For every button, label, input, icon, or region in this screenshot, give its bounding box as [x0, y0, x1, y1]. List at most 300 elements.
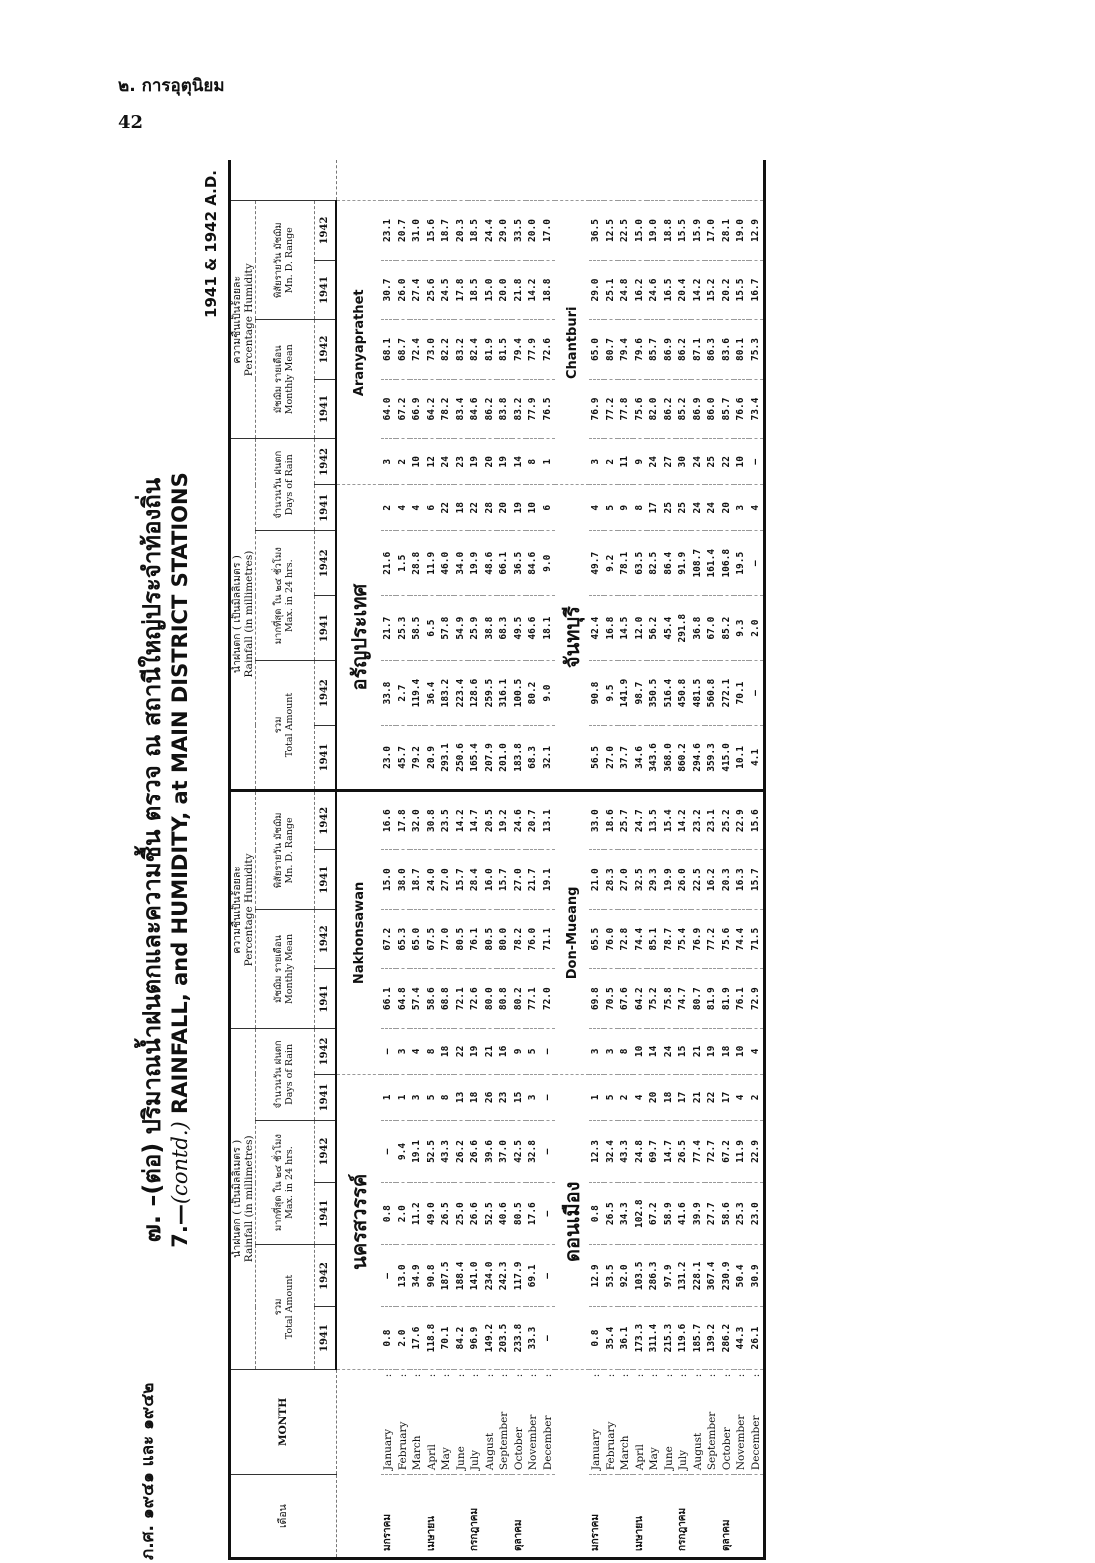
month-english-header: MONTH: [230, 1369, 337, 1474]
data-cell: 1: [541, 439, 556, 485]
data-cell: 77.9: [526, 320, 541, 380]
data-cell: 20.3: [454, 201, 469, 261]
data-cell: 25: [662, 485, 677, 531]
data-cell: 25.2: [720, 790, 735, 850]
data-cell: 16.0: [483, 850, 498, 910]
data-cell: 23: [454, 439, 469, 485]
data-cell: 97.9: [662, 1245, 677, 1307]
data-cell: 70.1: [734, 661, 749, 726]
month-english: [705, 1369, 720, 1474]
data-cell: 20.7: [526, 790, 541, 850]
data-cell: 141.9: [618, 661, 633, 726]
data-cell: 76.6: [734, 379, 749, 439]
data-cell: 27.0: [439, 850, 454, 910]
data-cell: 82.5: [647, 531, 662, 596]
data-cell: 259.5: [483, 661, 498, 726]
data-cell: 90.8: [425, 1245, 440, 1307]
data-cell: —: [749, 531, 765, 596]
data-cell: 8: [618, 1028, 633, 1074]
leader-dots: :: [541, 1373, 554, 1378]
data-cell: 28: [483, 485, 498, 531]
data-cell: 29.0: [589, 260, 604, 320]
data-cell: 3: [396, 1028, 411, 1074]
blank-cell: [691, 160, 706, 201]
data-cell: 83.2: [454, 320, 469, 380]
max-24hrs-header: [256, 531, 315, 661]
data-cell: 98.7: [633, 661, 648, 726]
header-english-text: Days of Rain: [284, 1043, 296, 1105]
data-cell: 84.2: [454, 1307, 469, 1369]
blank-cell: [336, 1369, 381, 1558]
data-cell: 38.0: [396, 850, 411, 910]
data-cell: 223.4: [454, 661, 469, 726]
data-cell: 11.2: [410, 1183, 425, 1245]
data-cell: 10: [633, 1028, 648, 1074]
data-cell: 14.2: [454, 790, 469, 850]
data-cell: 2: [381, 485, 396, 531]
data-cell: 77.9: [526, 379, 541, 439]
table-row: [633, 160, 648, 1559]
month-thai: [705, 1475, 720, 1559]
data-cell: —: [541, 1183, 556, 1245]
data-cell: 14.7: [468, 790, 483, 850]
leader-dots: :: [469, 1373, 482, 1378]
data-cell: 78.7: [662, 909, 677, 969]
data-cell: 18: [662, 1074, 677, 1120]
data-cell: 58.6: [720, 1183, 735, 1245]
data-cell: 131.2: [676, 1245, 691, 1307]
data-cell: 75.4: [676, 909, 691, 969]
data-cell: 5: [604, 1074, 619, 1120]
data-cell: 67.0: [705, 596, 720, 661]
header-thai-text: น้ำฝนตก ( เป็นมิลลิเมตร ): [231, 555, 243, 674]
data-cell: 12.9: [749, 201, 765, 261]
blank-cell: [734, 160, 749, 201]
blank-cell: [720, 160, 735, 201]
data-cell: 32.5: [633, 850, 648, 910]
title-english: 7.—(contd.) RAINFALL, and HUMIDITY, at MAIN DISTRICT STATIONS: [168, 472, 192, 1248]
leader-dots: :: [411, 1373, 424, 1378]
data-cell: 26.5: [604, 1183, 619, 1245]
data-cell: 103.5: [633, 1245, 648, 1307]
leader-dots: :: [454, 1373, 467, 1378]
data-cell: 3: [589, 1028, 604, 1074]
data-cell: 24: [662, 1028, 677, 1074]
data-cell: 81.9: [720, 969, 735, 1029]
data-cell: —: [381, 1120, 396, 1182]
data-cell: 188.4: [454, 1245, 469, 1307]
data-cell: 173.3: [633, 1307, 648, 1369]
data-cell: 139.2: [705, 1307, 720, 1369]
month-thai: เมษายน: [425, 1516, 437, 1551]
data-cell: 86.3: [705, 320, 720, 380]
year-1942-header: 1942: [315, 909, 337, 969]
data-cell: 22: [454, 1028, 469, 1074]
data-cell: 24.0: [425, 850, 440, 910]
data-cell: 24: [705, 485, 720, 531]
data-cell: 11.9: [734, 1120, 749, 1182]
leader-dots: :: [512, 1373, 525, 1378]
data-cell: 22.9: [734, 790, 749, 850]
data-cell: 368.0: [662, 726, 677, 791]
data-cell: 14.2: [526, 260, 541, 320]
blank-cell: [439, 160, 454, 201]
year-1941-header: 1941: [315, 1183, 337, 1245]
data-cell: 183.2: [439, 661, 454, 726]
data-cell: 16: [497, 1028, 512, 1074]
year-1942-header: 1942: [315, 790, 337, 850]
data-cell: —: [541, 1074, 556, 1120]
data-cell: 66.1: [381, 969, 396, 1029]
month-english: [720, 1369, 735, 1474]
data-cell: 67.2: [647, 1183, 662, 1245]
blank-cell: [454, 160, 469, 201]
data-cell: 17: [647, 485, 662, 531]
data-cell: 15.7: [497, 850, 512, 910]
leader-dots: :: [691, 1373, 704, 1378]
data-cell: 32.1: [541, 726, 556, 791]
data-cell: 19.1: [541, 850, 556, 910]
data-cell: 34.6: [633, 726, 648, 791]
data-cell: 83.8: [497, 379, 512, 439]
data-cell: 20.0: [497, 260, 512, 320]
data-cell: 9: [633, 439, 648, 485]
data-cell: 3: [604, 1028, 619, 1074]
data-cell: 40.6: [497, 1183, 512, 1245]
data-cell: 45.4: [662, 596, 677, 661]
header-thai-text: เดือน: [277, 1504, 290, 1529]
header-thai-text: จำนวนวัน ฝนตก: [273, 450, 285, 519]
data-cell: 78.1: [618, 531, 633, 596]
data-cell: 25.1: [604, 260, 619, 320]
data-cell: 35.4: [604, 1307, 619, 1369]
data-cell: 4: [396, 485, 411, 531]
years-label: 1941 & 1942 A.D.: [202, 170, 220, 318]
month-thai: [541, 1475, 556, 1559]
data-cell: 16.2: [633, 260, 648, 320]
data-cell: 128.6: [468, 661, 483, 726]
data-cell: 9: [512, 1028, 527, 1074]
data-cell: 86.9: [662, 320, 677, 380]
data-cell: 1: [396, 1074, 411, 1120]
data-cell: 30.7: [381, 260, 396, 320]
data-cell: 15.5: [734, 260, 749, 320]
data-cell: 22: [705, 1074, 720, 1120]
data-cell: 20.5: [483, 790, 498, 850]
data-cell: 10: [526, 485, 541, 531]
data-cell: 74.4: [633, 909, 648, 969]
data-cell: 26.0: [676, 850, 691, 910]
data-cell: 28.3: [604, 850, 619, 910]
station-name-english: Don-Mueang: [555, 790, 589, 1074]
month-english: [647, 1369, 662, 1474]
month-label: July: [469, 1449, 482, 1471]
data-cell: 70.1: [439, 1307, 454, 1369]
year-1941-header: 1941: [315, 726, 337, 791]
month-label: October: [512, 1427, 525, 1471]
data-cell: 16.6: [381, 790, 396, 850]
data-cell: 86.2: [483, 379, 498, 439]
data-cell: 63.5: [633, 531, 648, 596]
data-cell: 17.6: [526, 1183, 541, 1245]
month-label: February: [396, 1421, 409, 1471]
table-row: [676, 160, 691, 1559]
data-cell: 21: [691, 1074, 706, 1120]
data-cell: 21.7: [381, 596, 396, 661]
month-label: July: [677, 1449, 690, 1471]
data-cell: 75.3: [749, 320, 765, 380]
data-cell: 80.5: [483, 909, 498, 969]
data-cell: 26.5: [676, 1120, 691, 1182]
data-cell: 2: [749, 1074, 765, 1120]
data-cell: 25: [705, 439, 720, 485]
data-cell: 25.0: [454, 1183, 469, 1245]
table-row: [618, 160, 633, 1559]
blank-cell: [676, 160, 691, 201]
data-cell: 76.9: [691, 909, 706, 969]
data-cell: 79.4: [618, 320, 633, 380]
data-cell: 11: [618, 439, 633, 485]
data-cell: 64.2: [425, 379, 440, 439]
data-cell: 242.3: [497, 1245, 512, 1307]
data-cell: 52.5: [425, 1120, 440, 1182]
data-cell: 85.7: [720, 379, 735, 439]
data-cell: 43.3: [439, 1120, 454, 1182]
data-cell: 74.4: [734, 909, 749, 969]
table-row: [439, 160, 454, 1559]
data-cell: 72.8: [618, 909, 633, 969]
data-cell: 11.9: [425, 531, 440, 596]
data-cell: 3: [589, 439, 604, 485]
data-cell: 28.1: [720, 201, 735, 261]
data-cell: 80.5: [454, 909, 469, 969]
data-cell: 69.7: [647, 1120, 662, 1182]
data-cell: 80.7: [691, 969, 706, 1029]
data-cell: 234.0: [483, 1245, 498, 1307]
header-english-text: Max. in 24 hrs.: [284, 1146, 296, 1219]
data-cell: 84.6: [468, 379, 483, 439]
data-cell: 75.6: [720, 909, 735, 969]
month-label: June: [454, 1446, 467, 1471]
data-cell: 13: [454, 1074, 469, 1120]
data-cell: 15.0: [381, 850, 396, 910]
data-cell: —: [541, 1028, 556, 1074]
data-cell: 15.2: [705, 260, 720, 320]
year-1941-header: 1941: [315, 485, 337, 531]
station-name-english: Chantburi: [555, 201, 589, 485]
data-cell: 2.0: [396, 1183, 411, 1245]
data-cell: 13.0: [396, 1245, 411, 1307]
month-english: [483, 1369, 498, 1474]
data-cell: 161.4: [705, 531, 720, 596]
data-cell: 76.0: [526, 909, 541, 969]
data-cell: 15.7: [454, 850, 469, 910]
data-cell: 25.3: [396, 596, 411, 661]
month-thai: ตุลาคม: [720, 1519, 732, 1551]
data-cell: 23.2: [691, 790, 706, 850]
data-cell: 286.3: [647, 1245, 662, 1307]
month-english: [526, 1369, 541, 1474]
month-thai: [410, 1475, 425, 1559]
leader-dots: :: [604, 1373, 617, 1378]
thai-date-label: ภ.ศ. ๑๙๔๑ และ ๑๙๔๒: [138, 1382, 158, 1560]
header-english-text: Percentage Humidity: [243, 263, 256, 377]
data-cell: 12.3: [589, 1120, 604, 1182]
leader-dots: :: [662, 1373, 675, 1378]
data-cell: 49.0: [425, 1183, 440, 1245]
data-cell: 67.2: [381, 909, 396, 969]
table-row: [381, 160, 396, 1559]
data-cell: 65.5: [589, 909, 604, 969]
data-cell: 8: [633, 485, 648, 531]
data-cell: 18.7: [410, 850, 425, 910]
data-cell: 27.4: [410, 260, 425, 320]
month-label: April: [425, 1444, 438, 1471]
data-cell: 4: [749, 1028, 765, 1074]
data-cell: 33.0: [589, 790, 604, 850]
header-english-text: Monthly Mean: [284, 933, 296, 1004]
data-cell: 19.2: [497, 790, 512, 850]
data-cell: 36.1: [618, 1307, 633, 1369]
data-cell: 16.8: [604, 596, 619, 661]
data-cell: 5: [604, 485, 619, 531]
data-cell: 16.5: [662, 260, 677, 320]
data-cell: 4: [589, 485, 604, 531]
data-cell: 233.8: [512, 1307, 527, 1369]
data-cell: 26.2: [454, 1120, 469, 1182]
data-cell: 286.2: [720, 1307, 735, 1369]
data-cell: 24: [691, 485, 706, 531]
data-cell: 15.0: [483, 260, 498, 320]
month-label: June: [662, 1446, 675, 1471]
data-cell: 30.8: [425, 790, 440, 850]
data-cell: 67.5: [425, 909, 440, 969]
month-label: May: [648, 1447, 661, 1471]
data-cell: 215.3: [662, 1307, 677, 1369]
data-cell: 42.4: [589, 596, 604, 661]
data-cell: 19: [512, 485, 527, 531]
data-cell: 67.6: [618, 969, 633, 1029]
data-cell: 19: [468, 439, 483, 485]
data-cell: 48.6: [483, 531, 498, 596]
blank-cell: [749, 160, 765, 201]
data-cell: 76.1: [734, 969, 749, 1029]
data-cell: 343.6: [647, 726, 662, 791]
data-cell: 76.9: [589, 379, 604, 439]
leader-dots: :: [425, 1373, 438, 1378]
header-english-text: Mn. D. Range: [284, 227, 296, 294]
data-cell: 92.0: [618, 1245, 633, 1307]
data-cell: 4: [633, 1074, 648, 1120]
data-cell: 21: [483, 1028, 498, 1074]
data-cell: 64.8: [396, 969, 411, 1029]
data-cell: 49.5: [512, 596, 527, 661]
data-cell: 272.1: [720, 661, 735, 726]
data-cell: 39.9: [691, 1183, 706, 1245]
month-thai: มกราคม: [590, 1514, 602, 1551]
data-cell: 33.8: [381, 661, 396, 726]
month-english: [633, 1369, 648, 1474]
data-cell: 183.8: [512, 726, 527, 791]
table-row: [497, 160, 512, 1559]
month-thai: [526, 1475, 541, 1559]
data-cell: 19: [497, 439, 512, 485]
data-cell: 91.9: [676, 531, 691, 596]
year-1941-header: 1941: [315, 1307, 337, 1369]
month-thai: [497, 1475, 512, 1559]
data-cell: 18: [439, 1028, 454, 1074]
station-label-row: [336, 160, 381, 1559]
month-english: [439, 1369, 454, 1474]
daily-range-header: [256, 201, 315, 320]
data-cell: 82.2: [439, 320, 454, 380]
month-label: March: [619, 1435, 632, 1471]
month-label: February: [604, 1421, 617, 1471]
data-cell: 9.2: [604, 531, 619, 596]
data-cell: 44.3: [734, 1307, 749, 1369]
data-cell: 37.7: [618, 726, 633, 791]
data-cell: 100.5: [512, 661, 527, 726]
station-name-thai: จันทบุรี: [555, 485, 589, 791]
table-row: [468, 160, 483, 1559]
data-cell: 25.6: [425, 260, 440, 320]
month-english: [410, 1369, 425, 1474]
data-cell: 17.6: [410, 1307, 425, 1369]
data-cell: 20: [483, 439, 498, 485]
month-label: December: [541, 1415, 554, 1471]
table-row: [541, 160, 556, 1559]
data-cell: 27.0: [512, 850, 527, 910]
header-thai-text: พิสัยรายวัน มัชฌิม: [273, 222, 285, 299]
data-cell: 49.7: [589, 531, 604, 596]
data-cell: 16.2: [705, 850, 720, 910]
data-cell: 68.3: [526, 726, 541, 791]
data-cell: 415.0: [720, 726, 735, 791]
data-cell: 0.8: [589, 1183, 604, 1245]
header-english-text: Rainfall (in millimetres): [243, 1135, 256, 1263]
data-cell: 0.8: [381, 1307, 396, 1369]
data-cell: 86.0: [705, 379, 720, 439]
station-name-thai: อรัญประเทศ: [336, 485, 381, 791]
header-thai-text: ความชื้นเป็นร้อยละ: [231, 866, 243, 954]
data-cell: 24: [439, 439, 454, 485]
data-cell: 1: [381, 1074, 396, 1120]
data-cell: 9.3: [734, 596, 749, 661]
table-row: [691, 160, 706, 1559]
data-cell: 19.0: [647, 201, 662, 261]
data-cell: 54.9: [454, 596, 469, 661]
data-cell: 3: [410, 1074, 425, 1120]
data-cell: 83.6: [720, 320, 735, 380]
data-cell: 291.8: [676, 596, 691, 661]
data-cell: 82.0: [647, 379, 662, 439]
data-cell: 45.7: [396, 726, 411, 791]
data-cell: 17.0: [705, 201, 720, 261]
data-cell: 24.5: [439, 260, 454, 320]
table-row: [720, 160, 735, 1559]
data-cell: 102.8: [633, 1183, 648, 1245]
blank-cell: [633, 160, 648, 201]
data-cell: 5: [526, 1028, 541, 1074]
data-cell: 86.2: [662, 379, 677, 439]
data-cell: —: [541, 1245, 556, 1307]
month-thai: [604, 1475, 619, 1559]
data-cell: 4: [734, 1074, 749, 1120]
data-cell: 18.8: [662, 201, 677, 261]
data-cell: 27.7: [705, 1183, 720, 1245]
data-cell: 79.4: [512, 320, 527, 380]
data-cell: 4.1: [749, 726, 765, 791]
